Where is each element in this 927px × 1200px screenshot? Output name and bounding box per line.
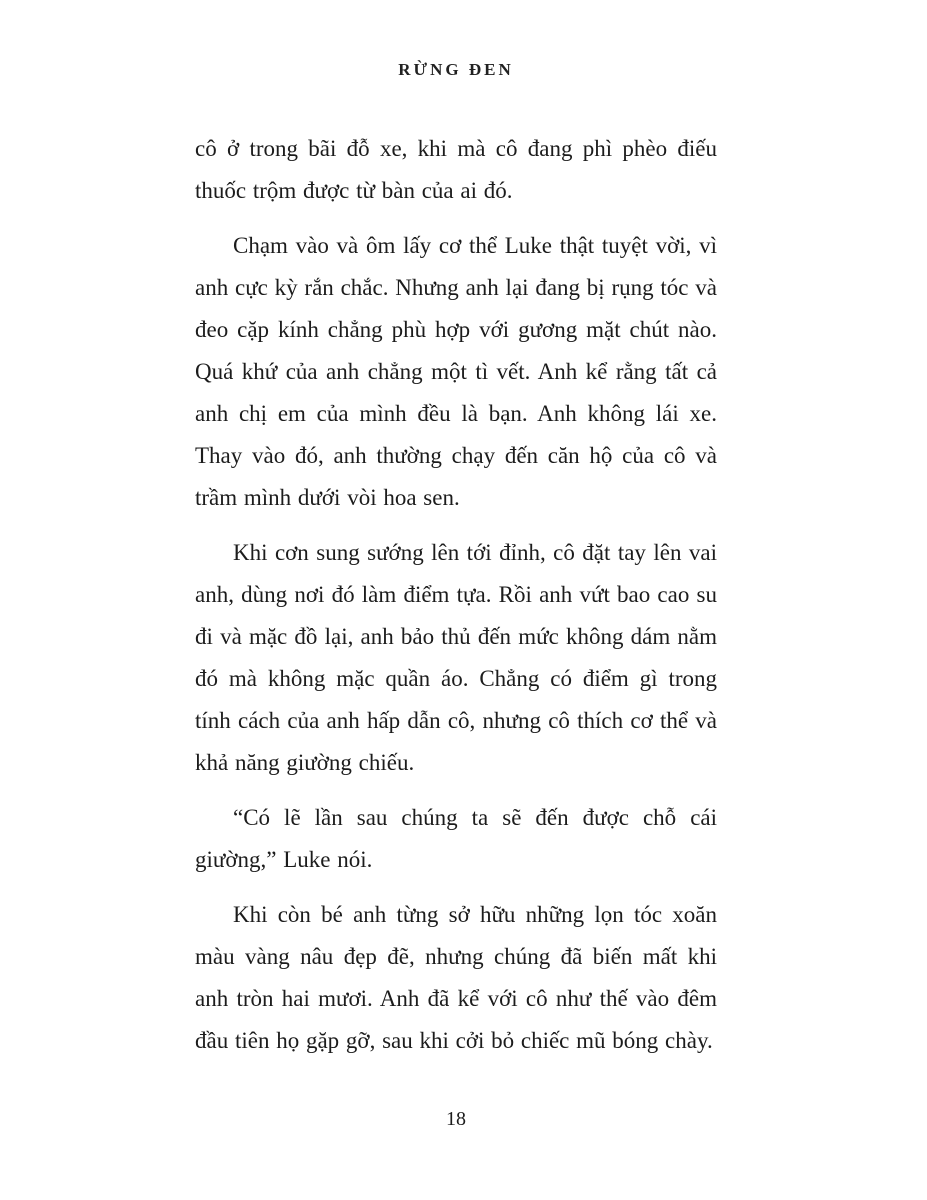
page-content — [195, 128, 717, 1062]
paragraph: Chạm vào và ôm lấy cơ thể Luke thật tuyệt vời, vì anh cực kỳ rắn chắc. Nhưng anh lại đang bị rụng tóc và đeo cặp kính chẳng phù hợp với gương mặt chút nào. Quá khứ của anh chẳng một tì vết. Anh kể rằng tất cả anh chị em của mình đều là bạn. Anh không lái xe. Thay vào đó, anh thường chạy đến căn hộ của cô và trầm mình dưới vòi hoa sen. — [195, 233, 717, 510]
paragraph: “Có lẽ lần sau chúng ta sẽ đến được chỗ cái giường,” Luke nói. — [195, 805, 717, 872]
paragraph: Khi còn bé anh từng sở hữu những lọn tóc xoăn màu vàng nâu đẹp đẽ, nhưng chúng đã biến mất khi anh tròn hai mươi. Anh đã kể với cô như thế vào đêm đầu tiên họ gặp gỡ, sau khi cởi bỏ chiếc mũ bóng chày. — [195, 902, 717, 1053]
paragraph: cô ở trong bãi đỗ xe, khi mà cô đang phì phèo điếu thuốc trộm được từ bàn của ai đó. — [195, 136, 717, 203]
page-number: 18 — [446, 1108, 466, 1130]
paragraph: Khi cơn sung sướng lên tới đỉnh, cô đặt tay lên vai anh, dùng nơi đó làm điểm tựa. Rồi anh vứt bao cao su đi và mặc đồ lại, anh bảo thủ đến mức không dám nằm đó mà không mặc quần áo. Chẳng có điểm gì trong tính cách của anh hấp dẫn cô, nhưng cô thích cơ thể và khả năng giường chiếu. — [195, 540, 717, 775]
text-column — [195, 60, 717, 1062]
running-head-title: RỪNG ĐEN — [398, 60, 514, 79]
